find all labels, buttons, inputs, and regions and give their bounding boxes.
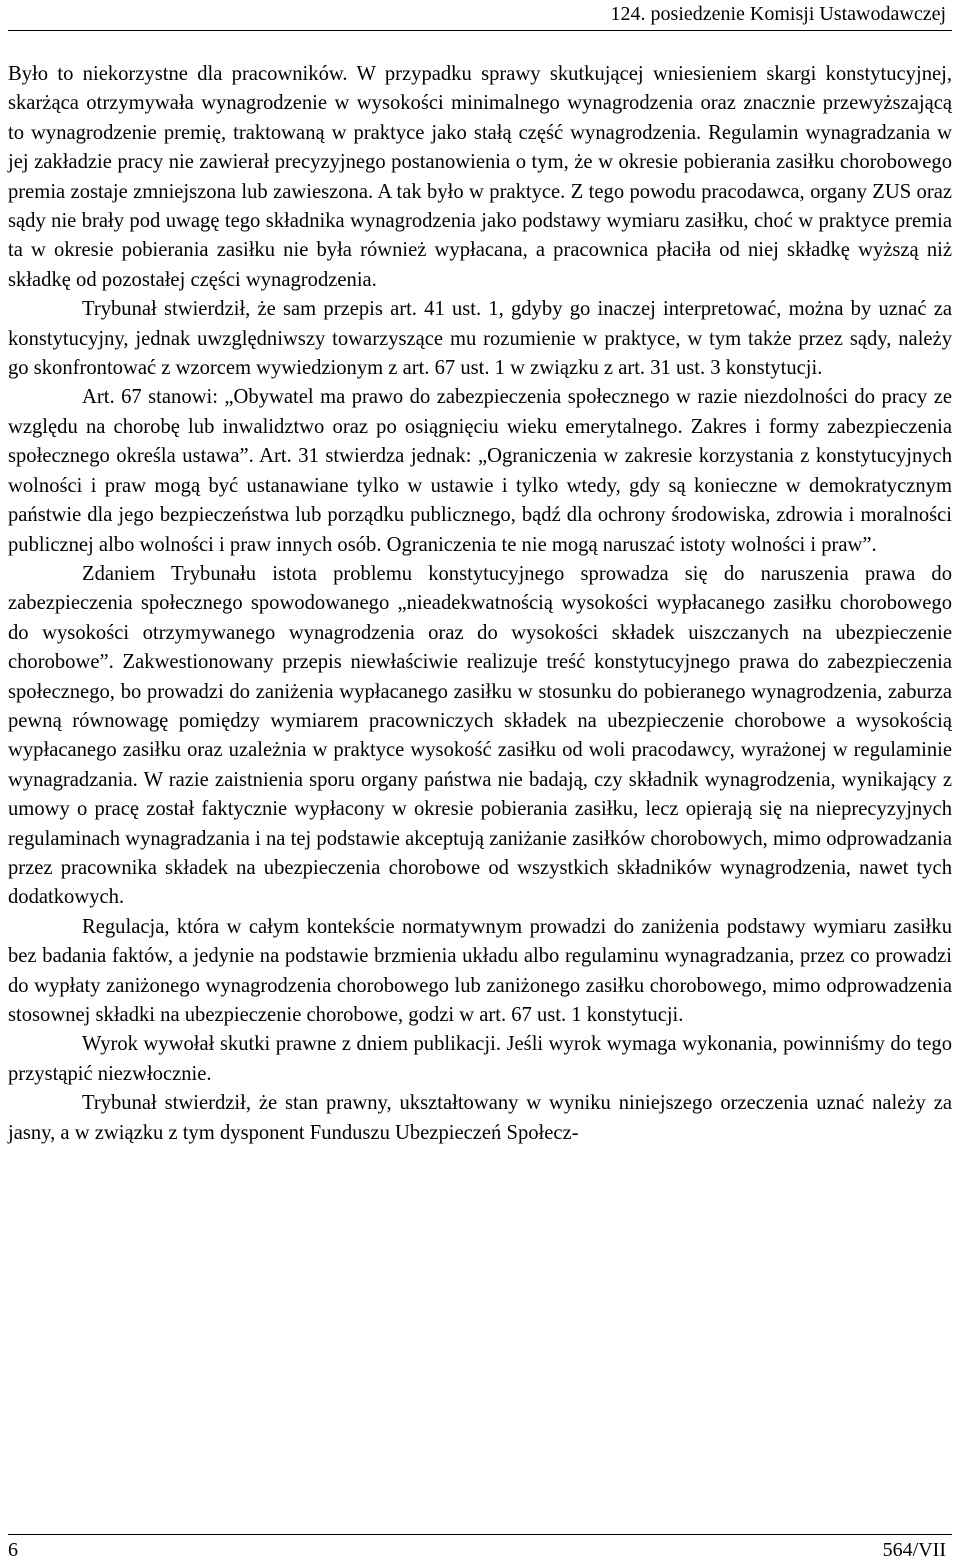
paragraph-6: Wyrok wywołał skutki prawne z dniem publikacji. Jeśli wyrok wymaga wykonania, powinniśmy do tego przystąpić niezwłocznie. [8,1033,952,1085]
paragraph-4: Zdaniem Trybunału istota problemu konstytucyjnego sprowadza się do naruszenia prawa do zabezpieczenia społecznego spowodowanego „nieadekwatnością wysokości wypłacanego zasiłku chorobowego do wysokości otrzymywanego wynagrodzenia oraz do wysokości składek uiszczanych na ubezpieczenie chorobowe”. Zakwestionowany przepis niewłaściwie realizuje treść konstytucyjnego prawa do zabezpieczenia społecznego, bo prowadzi do zaniżenia wypłacanego zasiłku w stosunku do pobieranego wynagrodzenia, zaburza pewną równowagę pomiędzy wymiarem pracowniczych składek na ubezpieczenie chorobowe a wysokością wypłacanego zasiłku oraz uzależnia w praktyce wysokość zasiłku od woli pracodawcy, wyrażonej w regulaminie wynagradzania. W razie zaistnienia sporu organy państwa nie badają, czy składnik wynagrodzenia, wynikający z umowy o pracę został faktycznie wypłacony w okresie pobierania zasiłku, lecz opierają się na nieprecyzyjnych regulaminach wynagradzania i na tej podstawie akceptują zaniżanie zasiłków chorobowych, mimo odprowadzania przez pracownika składek na ubezpieczenia chorobowe od wszystkich składników wynagrodzenia, nawet tych dodatkowych. [8,562,952,909]
paragraph-1: Było to niekorzystne dla pracowników. W przypadku sprawy skutkującej wniesieniem skargi konstytucyjnej, skarżąca otrzymywała wynagrodzenie w wysokości minimalnego wynagrodzenia oraz znacznie przewyższającą to wynagrodzenie premię, traktowaną w praktyce jako stałą część wynagrodzenia. Regulamin wynagradzania w jej zakładzie pracy nie zawierał precyzyjnego postanowienia o tym, że w okresie pobierania zasiłku chorobowego premia zostaje zmniejszona lub zawieszona. A tak było w praktyce. Z tego powodu pracodawca, organy ZUS oraz sądy nie brały pod uwagę tego składnika wynagrodzenia jako podstawy wymiaru zasiłku, choć w praktyce premia ta w okresie pobierania zasiłku nie była również wypłacana, a pracownica płaciła od niej składkę wyższą niż składkę od pozostałej części wynagrodzenia. [8,63,952,291]
page-number: 6 [8,1539,18,1561]
page-header [8,0,952,31]
document-body [8,60,952,1148]
page-footer [8,1534,952,1565]
paragraph-2: Trybunał stwierdził, że sam przepis art. 41 ust. 1, gdyby go inaczej interpretować, można by uznać za konstytucyjny, jednak uwzględniwszy towarzyszące mu rozumienie w praktyce, w tym także przez sądy, należy go skonfrontować z wzorcem wywiedzionym z art. 67 ust. 1 w związku z art. 31 ust. 3 konstytucji. [8,298,952,380]
header-title: 124. posiedzenie Komisji Ustawodawczej [610,3,946,25]
paragraph-7: Trybunał stwierdził, że stan prawny, ukształtowany w wyniku niniejszego orzeczenia uznać należy za jasny, a w związku z tym dysponent Funduszu Ubezpieczeń Społecz- [8,1092,952,1144]
paragraph-3: Art. 67 stanowi: „Obywatel ma prawo do zabezpieczenia społecznego w razie niezdolności do pracy ze względu na chorobę lub inwalidztwo oraz po osiągnięciu wieku emerytalnego. Zakres i formy zabezpieczenia społecznego określa ustawa”. Art. 31 stwierdza jednak: „Ograniczenia w zakresie korzystania z konstytucyjnych wolności i praw mogą być ustanawiane tylko w ustawie i tylko wtedy, gdy są konieczne w demokratycznym państwie dla jego bezpieczeństwa lub porządku publicznego, bądź dla ochrony środowiska, zdrowia i moralności publicznej albo wolności i praw innych osób. Ograniczenia te nie mogą naruszać istoty wolności i praw”. [8,386,952,556]
paragraph-5: Regulacja, która w całym kontekście normatywnym prowadzi do zaniżenia podstawy wymiaru zasiłku bez badania faktów, a jedynie na podstawie brzmienia układu albo regulaminu wynagradzania, przez co prowadzi do wypłaty zaniżonego wynagrodzenia chorobowego lub zaniżonego zasiłku chorobowego, mimo odprowadzenia stosownej składki na ubezpieczenie chorobowe, godzi w art. 67 ust. 1 konstytucji. [8,915,952,1026]
document-code: 564/VII [882,1539,946,1561]
